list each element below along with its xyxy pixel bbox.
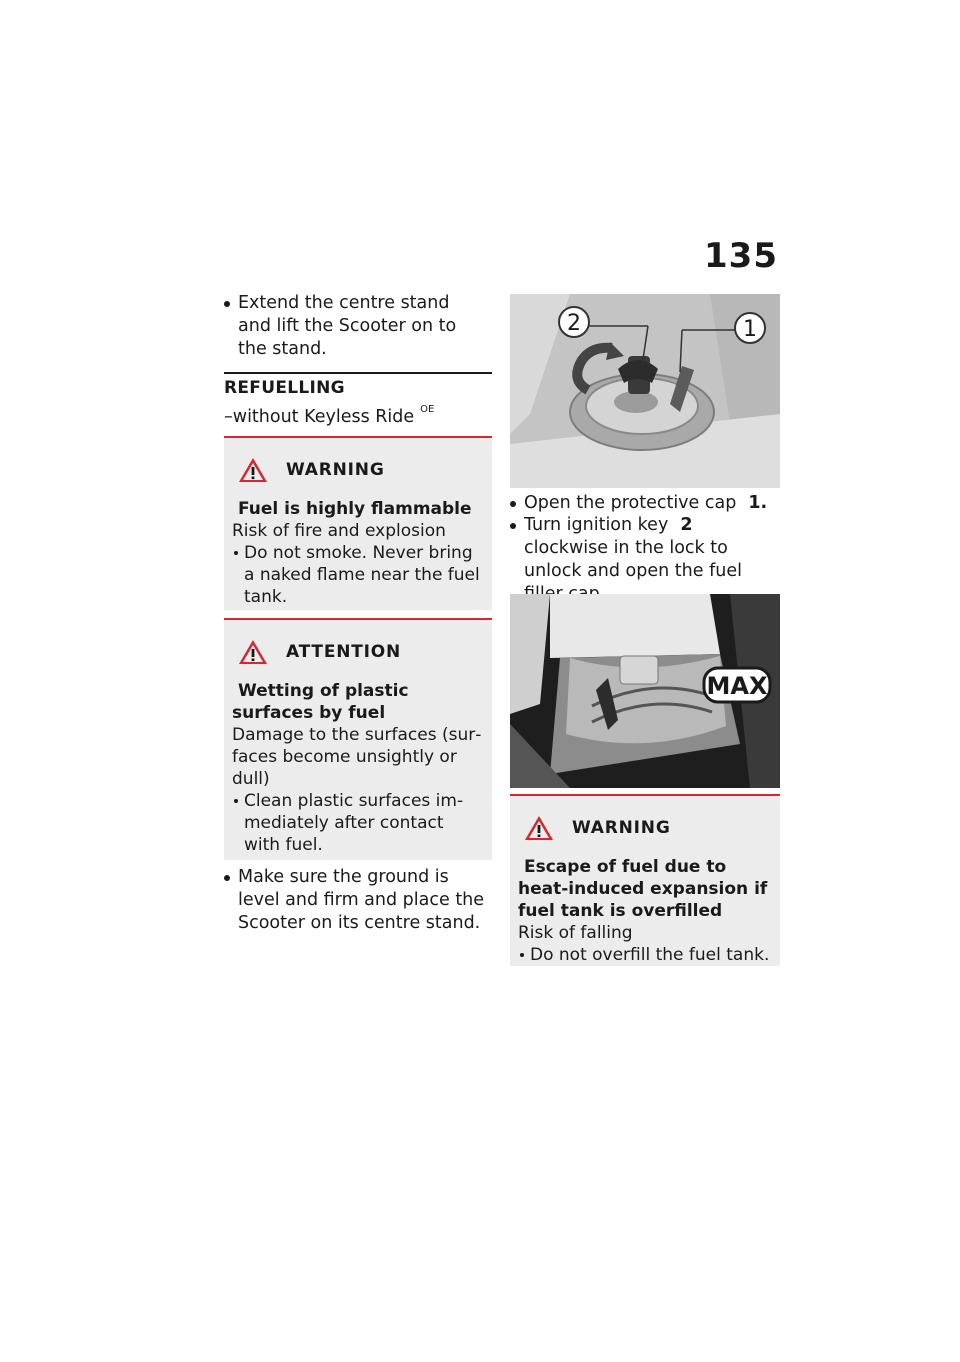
notice-measure-text: Do not overfill the fuel tank. bbox=[530, 945, 770, 965]
notice-hazard: Fuel is highly flammable bbox=[238, 499, 472, 519]
notice-measure-text: Clean plastic surfaces immediately after contact with fuel. bbox=[244, 791, 464, 855]
notice-measure-text: Do not smoke. Never bring a naked flame near the fuel tank. bbox=[244, 543, 480, 607]
notice-keyword: WARNING bbox=[286, 460, 385, 480]
step-turn-key bbox=[510, 514, 782, 606]
optional-equipment-mark: OE bbox=[420, 404, 435, 415]
step-open-cap-text: Open the protective cap bbox=[524, 493, 737, 513]
bullet-dot bbox=[234, 551, 238, 555]
notice-consequence: Risk of fire and explosion bbox=[232, 521, 446, 541]
callout-ref-1: 1. bbox=[748, 493, 768, 513]
attention-notice-plastic-surfaces bbox=[224, 618, 492, 860]
step-open-cap-line bbox=[510, 492, 782, 515]
warning-notice-overfill bbox=[510, 794, 780, 966]
step-turn-key-line bbox=[510, 514, 782, 606]
step-extend-stand-text: Extend the centre stand and lift the Scooter on to the stand. bbox=[238, 293, 457, 359]
callout-1-label: 1 bbox=[743, 317, 757, 342]
notice-header bbox=[238, 638, 484, 666]
step-turn-key-text-after: clockwise in the lock to unlock and open the fuel bbox=[524, 538, 742, 581]
bullet-dot bbox=[234, 799, 238, 803]
step-place-on-stand bbox=[224, 866, 486, 935]
notice-header bbox=[524, 814, 772, 842]
bullet-dot bbox=[224, 301, 230, 307]
step-extend-stand bbox=[224, 292, 486, 361]
warning-triangle-icon bbox=[238, 639, 268, 665]
bullet-dot bbox=[510, 523, 516, 529]
notice-consequence: Risk of falling bbox=[518, 923, 633, 943]
step-turn-key-text: Turn ignition key bbox=[524, 515, 669, 535]
bullet-dot bbox=[510, 501, 516, 507]
bullet-dot bbox=[224, 875, 230, 881]
notice-measure bbox=[518, 944, 772, 966]
step-open-cap bbox=[510, 492, 782, 515]
bullet-dot bbox=[520, 953, 524, 957]
max-label: MAX bbox=[706, 672, 768, 700]
fuel-cap-illustration bbox=[510, 294, 780, 488]
variant-note bbox=[224, 404, 434, 427]
notice-keyword: ATTENTION bbox=[286, 642, 402, 662]
notice-consequence: Damage to the surfaces (surfaces become unsightly or dull) bbox=[232, 725, 482, 789]
notice-keyword: WARNING bbox=[572, 818, 671, 838]
page-number: 135 bbox=[704, 236, 778, 276]
fuel-cap-figure bbox=[510, 294, 780, 488]
warning-triangle-icon bbox=[238, 457, 268, 483]
warning-notice-fuel-flammable bbox=[224, 436, 492, 610]
callout-2-label: 2 bbox=[567, 311, 581, 336]
notice-measure bbox=[232, 542, 484, 608]
section-rule bbox=[224, 372, 492, 374]
notice-header bbox=[238, 456, 484, 484]
fuel-max-level-figure bbox=[510, 594, 780, 788]
notice-hazard: Wetting of plastic surfaces by fuel bbox=[232, 681, 409, 723]
fuel-max-level-illustration bbox=[510, 594, 780, 788]
warning-triangle-icon bbox=[524, 815, 554, 841]
variant-prefix: –without Keyless Ride bbox=[224, 407, 415, 427]
notice-measure bbox=[232, 790, 484, 856]
notice-hazard: Escape of fuel due to heat-induced expansion if fuel tank is overfilled bbox=[518, 857, 768, 921]
section-title: REFUELLING bbox=[224, 378, 345, 398]
step-place-on-stand-text: Make sure the ground is level and firm and place the Scooter on its centre stand. bbox=[238, 867, 485, 933]
callout-ref-2: 2 bbox=[680, 515, 693, 535]
